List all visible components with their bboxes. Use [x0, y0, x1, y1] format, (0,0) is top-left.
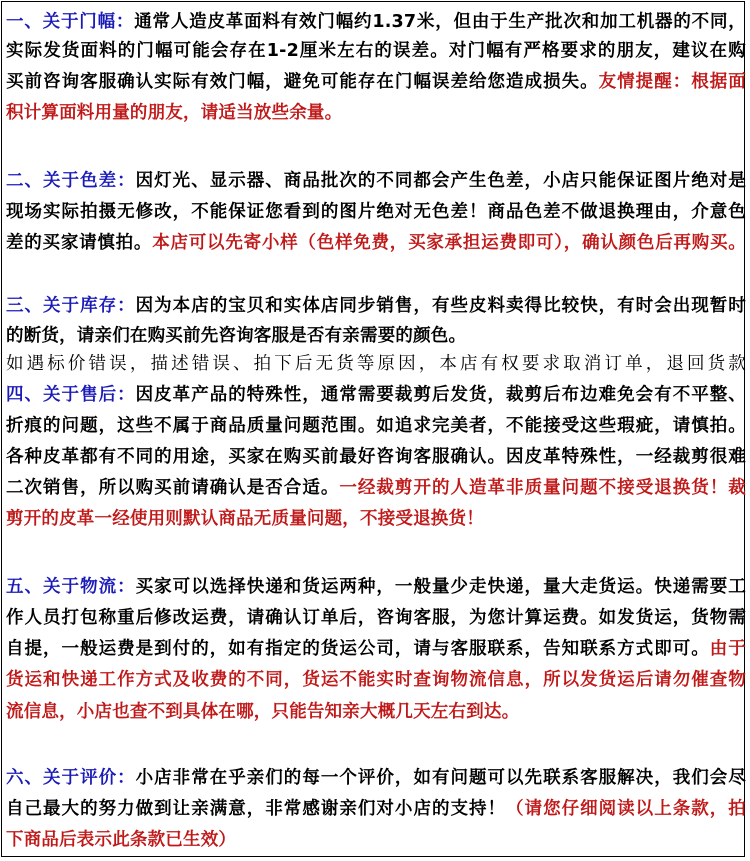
section-heading: 四、关于售后：	[6, 385, 136, 405]
text-line	[6, 829, 746, 851]
highlight-text: （请您仔细阅读以上条款，拍	[506, 799, 746, 819]
highlight-text: 本店可以先寄小样（色样免费，买家承担运费即可），确认颜色后再购买。	[152, 233, 746, 253]
highlight-text: 流信息，小店也查不到具体在哪，只能告知亲大概几天左右到达。	[6, 702, 520, 722]
text-line	[6, 477, 746, 499]
text-line	[6, 325, 746, 347]
body-text: 小店非常在乎亲们的每一个评价，如有问题可以先联系客服解决，我们会尽	[135, 768, 746, 788]
text-line	[6, 384, 746, 406]
text-line	[6, 798, 746, 820]
highlight-text: 一经裁剪开的人造革非质量问题不接受退换货！裁	[339, 478, 746, 498]
text-line	[6, 638, 746, 660]
body-text: 买家可以选择快递和货运两种，一般量少走快递，量大走货运。快递需要工	[135, 577, 746, 597]
text-line	[6, 446, 746, 468]
section-heading: 五、关于物流：	[6, 577, 136, 597]
section-heading: 三、关于库存：	[6, 296, 136, 316]
text-line	[6, 508, 746, 530]
body-text: 的断货，请亲们在购买前先咨询客服是否有亲需要的颜色。	[6, 326, 467, 346]
text-line	[6, 295, 746, 317]
highlight-text: 下商品后表示此条款已生效）	[6, 830, 237, 850]
text-line	[6, 71, 746, 93]
text-line	[6, 353, 746, 375]
text-line	[6, 701, 746, 723]
highlight-text: 货运和快递工作方式及收费的不同，货运不能实时查询物流信息，所以发货运后请勿催查物	[6, 670, 746, 690]
text-line	[6, 201, 746, 223]
body-text: 因为本店的宝贝和实体店同步销售，有些皮料卖得比较快，有时会出现暂时	[135, 296, 746, 316]
text-line	[6, 607, 746, 629]
section-heading: 六、关于评价：	[6, 768, 136, 788]
body-text: 买前咨询客服确认实际有效门幅，避免可能存在门幅误差给您造成损失。	[6, 72, 599, 92]
text-line	[6, 232, 746, 254]
highlight-text: 积计算面料用量的朋友，请适当放些余量。	[6, 103, 343, 123]
body-text: 因皮革产品的特殊性，通常需要裁剪后发货，裁剪后布边难免会有不平整、	[135, 385, 746, 405]
body-text: 各种皮革都有不同的用途，买家在购买前最好咨询客服确认。因皮革特殊性，一经裁剪很难	[6, 447, 746, 467]
highlight-text: 友情提醒：根据面	[598, 72, 746, 92]
highlight-text: 由于	[709, 639, 746, 659]
section-heading: 一、关于门幅：	[6, 12, 135, 32]
text-line	[6, 415, 746, 437]
body-text: 自己最大的努力做到让亲满意，非常感谢亲们对小店的支持！	[6, 799, 507, 819]
section-heading: 二、关于色差：	[6, 171, 136, 191]
body-text: 二次销售，所以购买前请确认是否合适。	[6, 478, 340, 498]
body-text: 自提，一般运费是到付的，如有指定的货运公司，请与客服联系，告知联系方式即可。	[6, 639, 710, 659]
text-line	[6, 102, 746, 124]
body-text: 实际发货面料的门幅可能会存在1-2厘米左右的误差。对门幅有严格要求的朋友，建议在购	[6, 41, 746, 61]
body-text: 通常人造皮革面料有效门幅约1.37米，但由于生产批次和加工机器的不同，	[134, 12, 746, 32]
text-line	[6, 767, 746, 789]
text-line	[6, 11, 746, 33]
body-text: 差的买家请慎拍。	[6, 233, 153, 253]
text-line	[6, 170, 746, 192]
body-text: 作人员打包称重后修改运费，请确认订单后，咨询客服，为您计算运费。如发货运，货物需	[6, 608, 746, 628]
highlight-text: 剪开的皮革一经使用则默认商品无质量问题，不接受退换货！	[6, 509, 484, 529]
body-text: 如遇标价错误，描述错误、拍下后无货等原因，本店有权要求取消订单，退回货款	[6, 354, 746, 374]
body-text: 因灯光、显示器、商品批次的不同都会产生色差，小店只能保证图片绝对是	[135, 171, 746, 191]
body-text: 折痕的问题，这些不属于商品质量问题范围。如追求完美者，不能接受这些瑕疵，请慎拍。	[6, 416, 746, 436]
text-line	[6, 576, 746, 598]
body-text: 现场实际拍摄无修改，不能保证您看到的图片绝对无色差！商品色差不做退换理由，介意色	[6, 202, 746, 222]
text-line	[6, 40, 746, 62]
text-line	[6, 669, 746, 691]
